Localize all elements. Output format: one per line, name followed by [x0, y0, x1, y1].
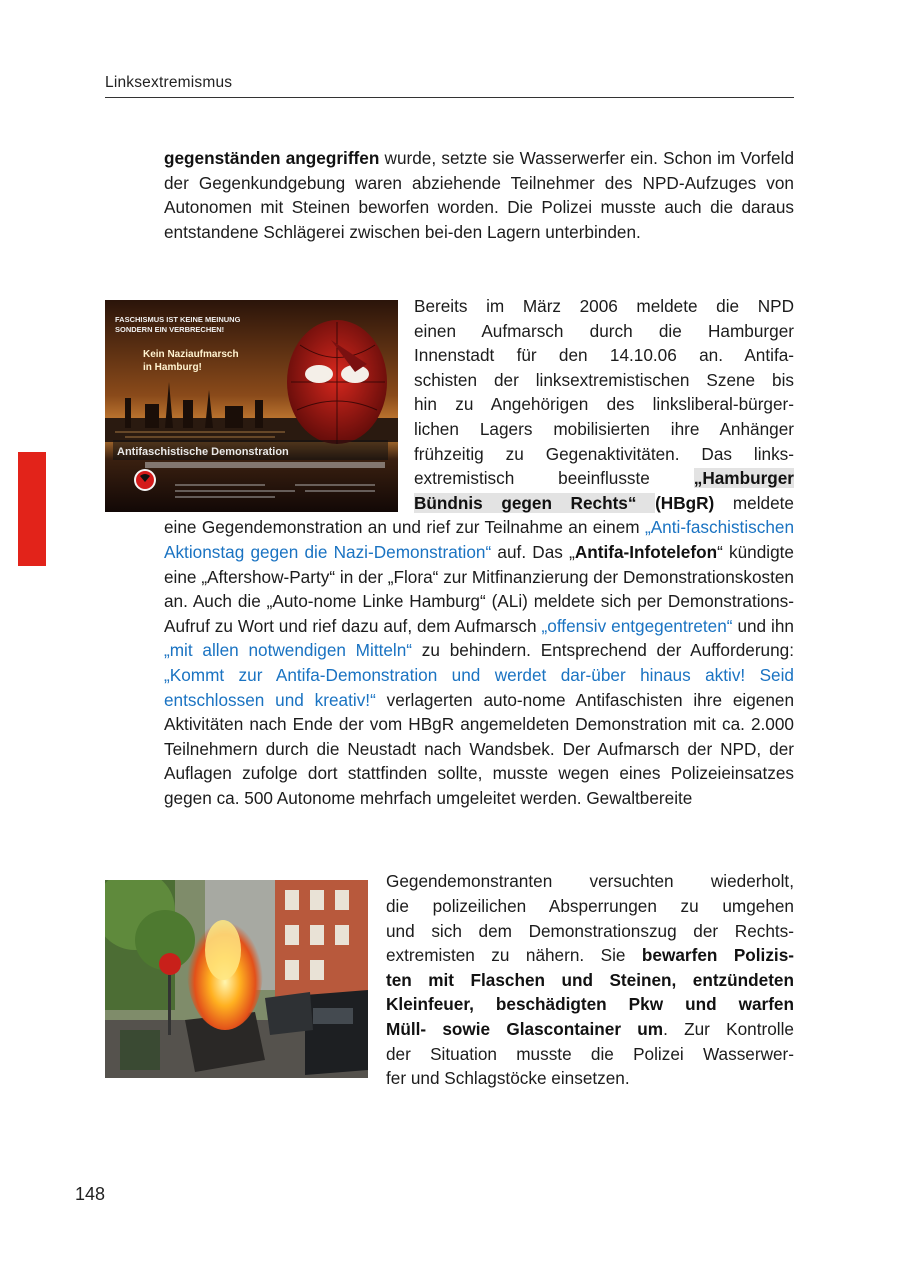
org-name-bold: „Hamburger [693, 468, 794, 489]
text-part: extremisten zu nähern. Sie [386, 945, 642, 966]
bold-text: Antifa-Infotelefon [574, 541, 718, 562]
bold-text: ten mit Flaschen und Steinen, entzündeten [386, 969, 794, 990]
text-line: fer und Schlagstöcke einsetzen. [386, 1068, 630, 1089]
text-part: . Zur Kontrolle [663, 1018, 794, 1039]
org-name-bold: Bündnis gegen Rechts“ [414, 492, 656, 513]
poster-line2: SONDERN EIN VERBRECHEN! [115, 325, 225, 334]
text-line: Innenstadt für den 14.10.06 an. Antifa- [414, 345, 794, 366]
text-part: und ihn [732, 615, 794, 636]
poster-line1: FASCHISMUS IST KEINE MEINUNG [115, 315, 241, 324]
header-rule [105, 97, 794, 98]
text-line [414, 466, 794, 491]
poster-line3: Kein Naziaufmarsch [143, 349, 239, 360]
text-line [414, 491, 794, 516]
full-width-block [164, 515, 794, 869]
text-part: auf. Das „ [491, 541, 575, 562]
running-header: Linksextremismus [105, 74, 233, 91]
paragraph-1-text: wurde, setzte sie Wasserwerfer ein. Schon im Vorfeld der Gegenkundgebung waren abziehende Teilnehmer des NPD-Aufzuges von Autonomen mit Steinen beworfen worden. Die Polizei musste auch die daraus entstandene Schlägerei zwischen bei-den Lagern unterbinden. [164, 148, 794, 242]
text-line: und sich dem Demonstrationszug der Rechts- [386, 920, 794, 941]
text-part: “ kündigte eine „Aftershow-Party“ in der „Flora“ zur Mitfinanzierung der Demonstrationskosten an. Auch die „Auto-nome Linke Hamburg“ (ALi) meldete sich per Demonstrations-Aufruf zu Wort und rief dazu auf, dem Aufmarsch [164, 541, 794, 636]
text-line [386, 1017, 794, 1042]
text-line: Gegendemonstranten versuchten wiederholt, [386, 871, 794, 892]
bold-text: Kleinfeuer, beschädigten Pkw und warfen [386, 994, 794, 1015]
bold-text: Müll- sowie Glascontainer um [386, 1018, 664, 1039]
text-line: Bereits im März 2006 meldete die NPD [414, 296, 794, 316]
text-line [386, 968, 794, 993]
text-part: meldete [714, 492, 794, 513]
text-part: verlagerten auto-nome Antifaschisten ihre eigenen Aktivitäten nach Ende der vom HBgR angemeldeten Demonstration mit ca. 2.000 Teilnehmern durch die Neustadt nach Wandsbek. Der Aufmarsch der NPD, der Auflagen zufolge dort stattfinden sollte, musste wegen eines Polizeieinsatzes gegen ca. 500 Autonome mehrfach umgeleitet werden. Gewaltbereite [164, 689, 794, 808]
wrap-block-bottom [386, 869, 794, 1090]
chapter-marker [18, 452, 46, 566]
paragraph-1 [164, 146, 794, 244]
paragraph-1-bold: gegenständen angegriffen [164, 148, 380, 168]
text-part: eine Gegendemonstration an und rief zur Teilnahme an einem [164, 517, 645, 538]
text-line: der Situation musste die Polizei Wasserwer- [386, 1043, 794, 1064]
paragraph-2 [164, 294, 794, 1091]
text-line: lichen Lagers mobilisierten ihre Anhänger [414, 418, 794, 439]
text-line: die polizeilichen Absperrungen zu umgehen [386, 895, 794, 916]
text-line [386, 992, 794, 1017]
text-line: frühzeitig zu Gegenaktivitäten. Das links- [414, 443, 794, 464]
bold-text: bewarfen Polizis- [641, 945, 794, 966]
text-part: extremistisch beeinflusste [414, 468, 694, 489]
text-line: einen Aufmarsch durch die Hamburger [414, 320, 794, 341]
text-line: schisten der linksextremistischen Szene bis [414, 369, 794, 390]
poster-line4: in Hamburg! [143, 362, 202, 373]
wrap-block-top [414, 294, 794, 515]
poster-line5: Antifaschistische Demonstration [117, 446, 289, 458]
abbr-bold: (HBgR) [655, 492, 715, 513]
text-line: hin zu Angehörigen des linksliberal-bürger- [414, 394, 794, 415]
quote-text: „Anti-faschistischen Aktionstag gegen die Nazi-Demonstration“ [164, 517, 794, 562]
quote-text: „offensiv entgegentreten“ [541, 615, 733, 636]
text-line [386, 943, 794, 968]
quote-text: „mit allen notwendigen Mitteln“ [164, 640, 413, 661]
quote-text: „Kommt zur Antifa-Demonstration und werdet dar-über hinaus aktiv! Seid entschlossen und kreativ!“ [164, 664, 794, 710]
text-part: zu behindern. Entsprechend der Aufforderung: [412, 640, 794, 661]
page-number: 148 [75, 1184, 106, 1204]
